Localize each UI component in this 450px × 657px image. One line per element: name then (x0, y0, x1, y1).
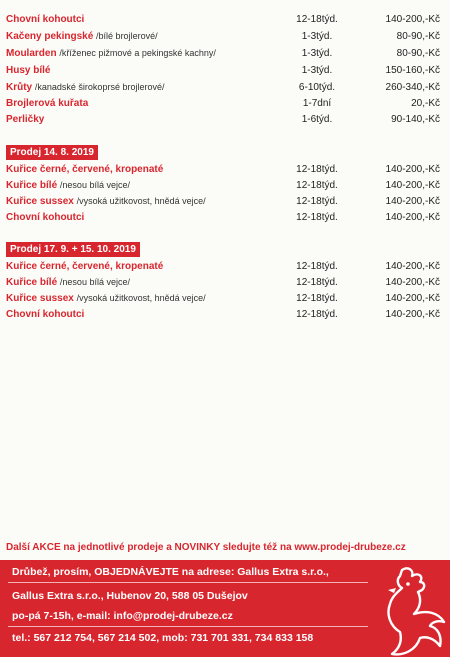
item-name: Kuřice černé, červené, kropenaté (6, 261, 164, 272)
item-age: 1-7dní (302, 98, 332, 109)
item-desc: /vysoká užitkovost, hnědá vejce/ (76, 196, 206, 206)
item-price: 140-200,-Kč (385, 196, 440, 207)
list-item (6, 307, 440, 323)
item-age: 12-18týd. (296, 14, 338, 25)
list-item (6, 178, 440, 194)
item-age: 1-3týd. (301, 48, 333, 59)
item-age: 1-3týd. (301, 31, 333, 42)
item-name: Kuřice sussex (6, 196, 74, 207)
item-age: 12-18týd. (296, 309, 338, 320)
list-item (6, 29, 440, 45)
list-item (6, 46, 440, 62)
item-age: 12-18týd. (296, 293, 338, 304)
item-name: Brojlerová kuřata (6, 98, 89, 109)
item-desc: /bílé brojlerové/ (96, 31, 158, 41)
list-item (6, 12, 440, 28)
item-price: 140-200,-Kč (385, 277, 440, 288)
item-age: 12-18týd. (296, 164, 338, 175)
item-price: 90-140,-Kč (391, 114, 440, 125)
item-price: 140-200,-Kč (385, 293, 440, 304)
item-price: 150-160,-Kč (385, 65, 440, 76)
item-name: Husy bílé (6, 65, 51, 76)
address-line: Gallus Extra s.r.o., Hubenov 20, 588 05 Dušejov (12, 590, 248, 602)
item-price: 20,-Kč (411, 98, 440, 109)
item-name: Kuřice bílé (6, 180, 58, 191)
item-price: 140-200,-Kč (385, 14, 440, 25)
item-desc: /vysoká užitkovost, hnědá vejce/ (76, 293, 206, 303)
list-item (6, 96, 440, 112)
item-age: 12-18týd. (296, 180, 338, 191)
section-header: Prodej 14. 8. 2019 (6, 145, 98, 160)
item-price: 140-200,-Kč (385, 212, 440, 223)
item-name: Krůty (6, 82, 33, 93)
item-age: 12-18týd. (296, 261, 338, 272)
divider (8, 626, 368, 627)
item-price: 80-90,-Kč (396, 31, 440, 42)
item-price: 140-200,-Kč (385, 180, 440, 191)
list-item (6, 80, 440, 96)
section-header: Prodej 17. 9. + 15. 10. 2019 (6, 242, 140, 257)
item-name: Perličky (6, 114, 45, 125)
list-item (6, 194, 440, 210)
item-price: 140-200,-Kč (385, 261, 440, 272)
rooster-icon (372, 566, 448, 656)
phone-line: tel.: 567 212 754, 567 214 502, mob: 731 701 331, 734 833 158 (12, 632, 314, 644)
item-name: Kuřice bílé (6, 277, 58, 288)
contact-banner (0, 560, 450, 657)
item-age: 12-18týd. (296, 277, 338, 288)
list-item (6, 63, 440, 79)
item-desc: /nesou bílá vejce/ (59, 277, 130, 287)
list-item (6, 275, 440, 291)
item-name: Chovní kohoutci (6, 309, 85, 320)
list-item (6, 291, 440, 307)
hours-email-line: po-pá 7-15h, e-mail: info@prodej-drubeze.cz (12, 610, 233, 622)
item-age: 12-18týd. (296, 196, 338, 207)
item-name: Chovní kohoutci (6, 212, 85, 223)
item-desc: /nesou bílá vejce/ (59, 180, 130, 190)
item-age: 1-6týd. (301, 114, 333, 125)
item-desc: /kanadské širokoprsé brojlerové/ (34, 82, 165, 92)
item-name: Kuřice černé, červené, kropenaté (6, 164, 164, 175)
order-line: Drůbež, prosím, OBJEDNÁVEJTE na adrese: Gallus Extra s.r.o., (12, 566, 329, 578)
list-item (6, 112, 440, 128)
item-desc: /kříženec pižmové a pekingské kachny/ (59, 48, 216, 58)
divider (8, 582, 368, 583)
item-age: 6-10týd. (298, 82, 336, 93)
list-item (6, 259, 440, 275)
item-name: Moularden (6, 48, 57, 59)
item-name: Kačeny pekingské (6, 31, 94, 42)
list-item (6, 162, 440, 178)
item-price: 260-340,-Kč (385, 82, 440, 93)
item-age: 12-18týd. (296, 212, 338, 223)
item-price: 140-200,-Kč (385, 164, 440, 175)
item-name: Kuřice sussex (6, 293, 74, 304)
item-price: 80-90,-Kč (396, 48, 440, 59)
item-price: 140-200,-Kč (385, 309, 440, 320)
item-name: Chovní kohoutci (6, 14, 85, 25)
item-age: 1-3týd. (301, 65, 333, 76)
list-item (6, 210, 440, 226)
footer-note: Další AKCE na jednotlivé prodeje a NOVINKY sledujte též na www.prodej-drubeze.cz (6, 542, 406, 553)
